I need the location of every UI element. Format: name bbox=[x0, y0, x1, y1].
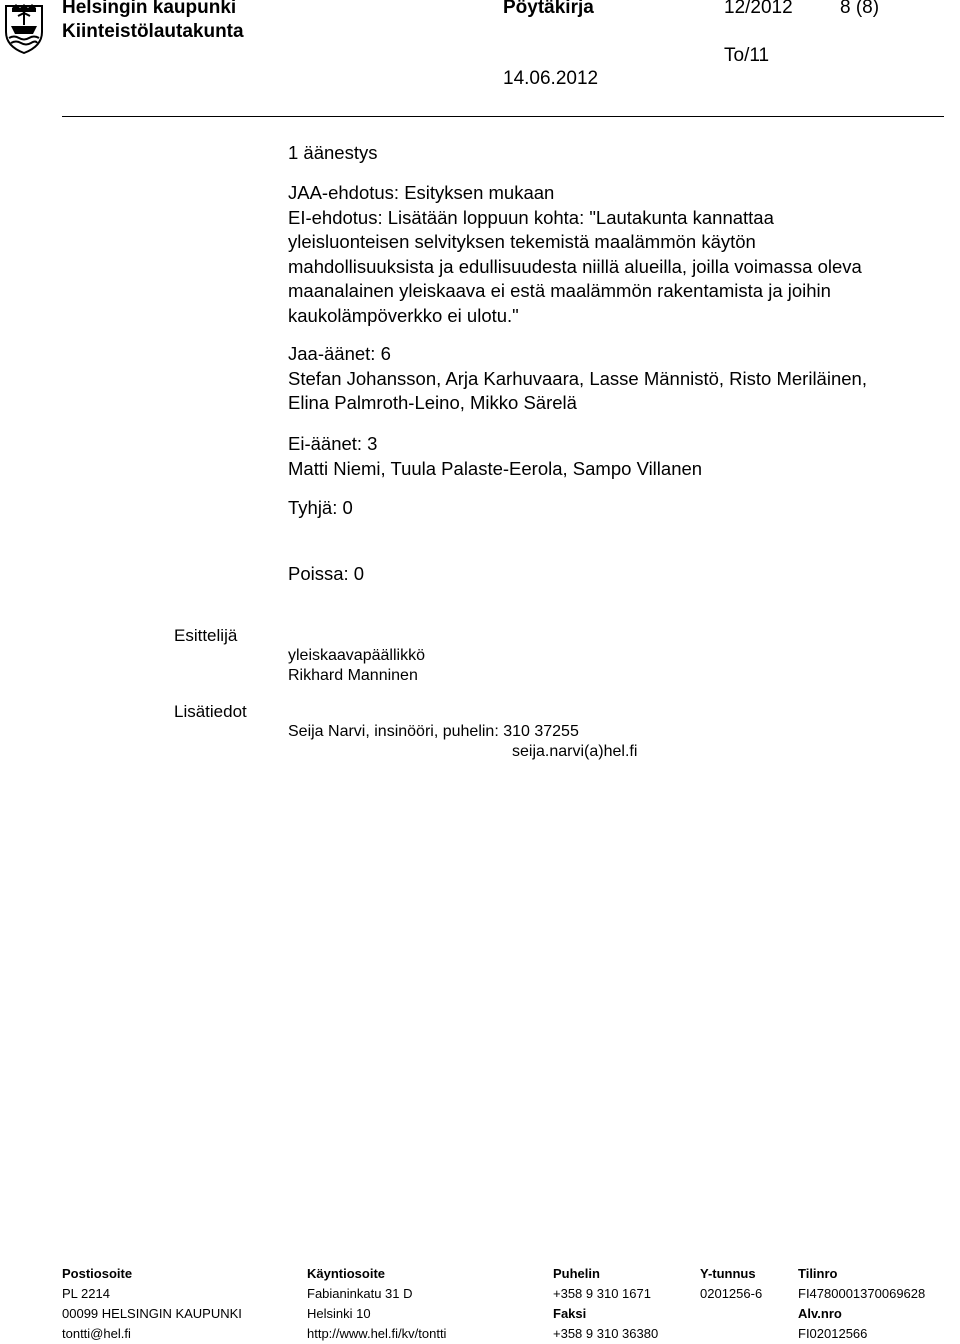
ei-proposal-line: EI-ehdotus: Lisätään loppuun kohta: "Lautakunta kannattaa bbox=[288, 206, 774, 228]
footer-visit-url[interactable]: http://www.hel.fi/kv/tontti bbox=[307, 1326, 447, 1341]
ei-proposal-line: yleisluonteisen selvityksen tekemistä maalämmön käytön bbox=[288, 231, 756, 252]
doc-number: 12/2012 bbox=[724, 0, 793, 18]
footer-postal-heading: Postiosoite bbox=[62, 1266, 133, 1281]
footer-fax-heading: Faksi bbox=[553, 1306, 587, 1321]
board-name: Kiinteistölautakunta bbox=[62, 21, 244, 42]
ei-names: Matti Niemi, Tuula Palaste-Eerola, Sampo Villanen bbox=[288, 457, 703, 479]
org-name: Helsingin kaupunki bbox=[62, 0, 237, 18]
footer-visit-line: Helsinki 10 bbox=[307, 1306, 371, 1321]
footer-account bbox=[798, 1264, 925, 1344]
jaa-count: Jaa-äänet: 6 bbox=[288, 343, 391, 364]
jaa-names-line: Elina Palmroth-Leino, Mikko Särelä bbox=[288, 392, 577, 413]
page-count: 8 (8) bbox=[840, 0, 880, 18]
footer-postal bbox=[62, 1264, 242, 1344]
info-email: seija.narvi(a)hel.fi bbox=[512, 743, 638, 760]
footer-ytunnus-heading: Y-tunnus bbox=[700, 1266, 756, 1281]
info-contact: Seija Narvi, insinööri, puhelin: 310 37255 bbox=[288, 723, 579, 740]
jaa-votes bbox=[288, 342, 867, 416]
footer-phone-heading: Puhelin bbox=[553, 1266, 600, 1281]
info-label: Lisätiedot bbox=[174, 702, 247, 721]
footer-account-heading: Tilinro bbox=[798, 1266, 838, 1281]
meeting-date: 14.06.2012 bbox=[503, 68, 599, 89]
footer-fax-value: +358 9 310 36380 bbox=[553, 1326, 659, 1341]
footer-vat-heading: Alv.nro bbox=[798, 1306, 842, 1321]
footer-ytunnus bbox=[700, 1264, 762, 1304]
absent-votes: Poissa: 0 bbox=[288, 563, 365, 584]
footer-ytunnus-value: 0201256-6 bbox=[700, 1286, 763, 1301]
ei-count: Ei-äänet: 3 bbox=[288, 433, 378, 454]
doc-type: Pöytäkirja bbox=[503, 0, 594, 18]
footer-vat-value: FI02012566 bbox=[798, 1326, 868, 1341]
footer-postal-line: 00099 HELSINGIN KAUPUNKI bbox=[62, 1306, 242, 1321]
footer-phone bbox=[553, 1264, 658, 1344]
jaa-proposal: JAA-ehdotus: Esityksen mukaan bbox=[288, 182, 555, 203]
footer-visit-line: Fabianinkatu 31 D bbox=[307, 1286, 413, 1301]
footer-account-value: FI4780001370069628 bbox=[798, 1286, 926, 1301]
footer-visit-heading: Käyntiosoite bbox=[307, 1266, 386, 1281]
footer-phone-value: +358 9 310 1671 bbox=[553, 1286, 651, 1301]
footer-postal-email[interactable]: tontti@hel.fi bbox=[62, 1326, 131, 1341]
presenter-name: Rikhard Manninen bbox=[288, 667, 418, 684]
presenter-title: yleiskaavapäällikkö bbox=[288, 647, 425, 664]
helsinki-crest-logo bbox=[2, 4, 46, 54]
ei-proposal-line: mahdollisuuksista ja edullisuudesta niillä alueilla, joilla voimassa oleva bbox=[288, 255, 862, 277]
footer-visit bbox=[307, 1264, 446, 1344]
ei-proposal-line: kaukolämpöverkko ei ulotu." bbox=[288, 304, 519, 326]
jaa-names-line: Stefan Johansson, Arja Karhuvaara, Lasse Männistö, Risto Meriläinen, bbox=[288, 367, 867, 389]
ei-votes bbox=[288, 432, 702, 481]
doc-ref: To/11 bbox=[724, 45, 770, 66]
vote-proposals bbox=[288, 181, 862, 328]
presenter-block bbox=[288, 646, 425, 686]
header-divider bbox=[62, 116, 944, 117]
footer-postal-line: PL 2214 bbox=[62, 1286, 110, 1301]
blank-votes: Tyhjä: 0 bbox=[288, 497, 353, 518]
presenter-label: Esittelijä bbox=[174, 626, 238, 645]
vote-title: 1 äänestys bbox=[288, 142, 378, 163]
ei-proposal-line: maanalainen yleiskaava ei estä maalämmön rakentamista ja joihin bbox=[288, 280, 831, 301]
